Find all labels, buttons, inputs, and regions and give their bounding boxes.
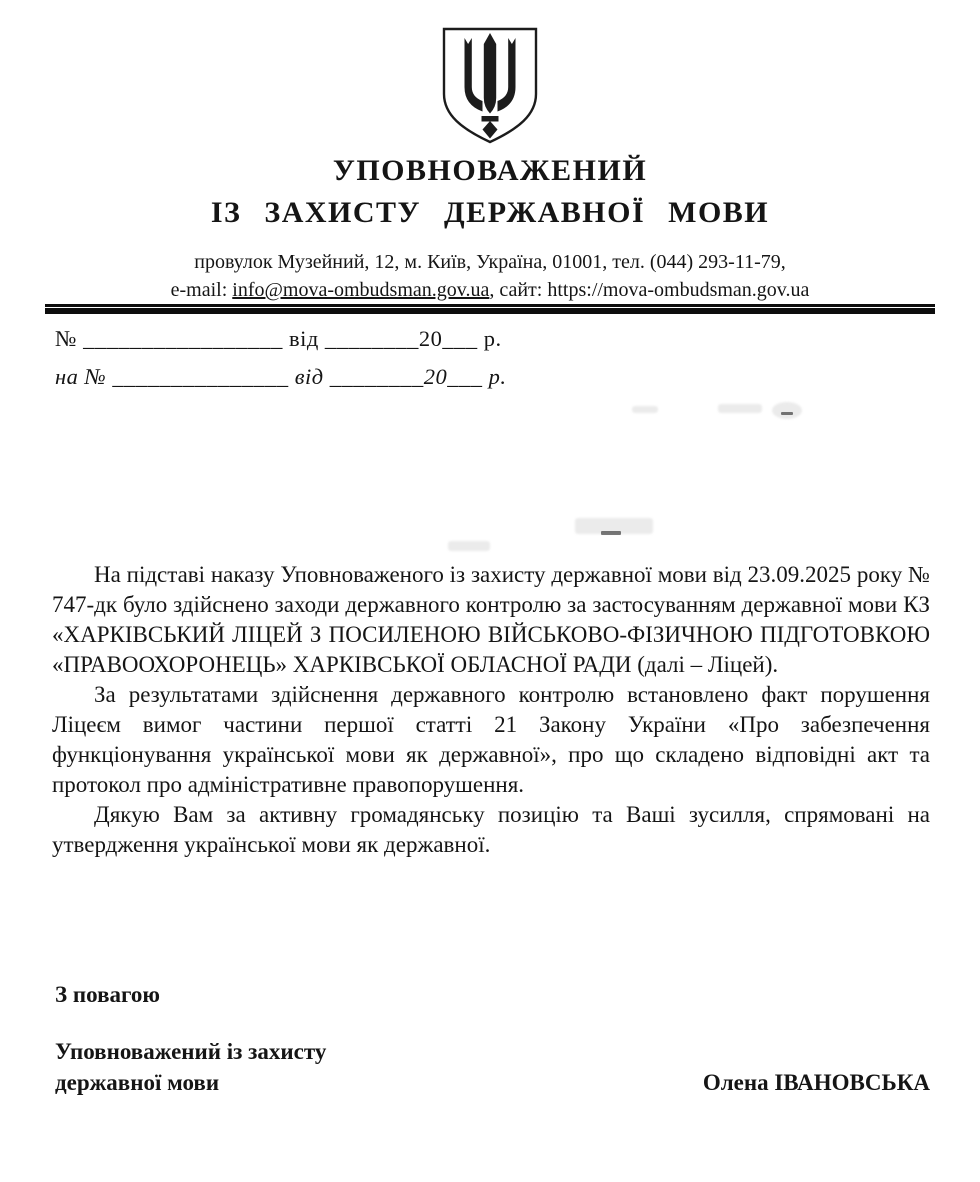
scan-artifact — [601, 531, 621, 535]
scan-artifact — [772, 402, 802, 419]
letter-body — [52, 560, 930, 860]
signature-block — [55, 1036, 930, 1098]
separator-rule-thick — [45, 308, 935, 314]
address-line: провулок Музейний, 12, м. Київ, Україна, 01001, тел. (044) 293-11-79, — [194, 251, 786, 273]
signatory-title — [55, 1036, 326, 1098]
signatory-title-line1: Уповноважений із захисту — [55, 1039, 327, 1064]
ref-outgoing-line: № _________________ від ________20___ р. — [55, 326, 502, 351]
body-paragraph: На підставі наказу Уповноваженого із захисту державної мови від 23.09.2025 року № 747-дк було здійснено заходи державного контролю за застосуванням державної мови КЗ «ХАРКІВСЬКИЙ ЛІЦЕЙ З ПОСИЛЕНОЮ ВІЙСЬКОВО-ФІЗИЧНОЮ ПІДГОТОВКОЮ «ПРАВООХОРОНЕЦЬ» ХАРКІВСЬКОЇ ОБЛАСНОЇ РАДИ (далі – Ліцей). — [52, 562, 930, 677]
body-paragraph: За результатами здійснення державного контролю встановлено факт порушення Ліцеєм вимог частини першої статті 21 Закону України «Про забезпечення функціонування української мови як державної», про що складено відповідні акт та протокол про адміністративне правопорушення. — [52, 682, 930, 797]
website-text: https://mova-ombudsman.gov.ua — [547, 279, 810, 301]
signatory-title-line2: державної мови — [55, 1070, 220, 1095]
contacts-line — [0, 276, 980, 304]
coat-of-arms — [0, 26, 980, 146]
body-paragraph: Дякую Вам за активну громадянську позицію та Ваші зусилля, спрямовані на утвердження української мови як державної. — [52, 802, 930, 857]
ukraine-trident-icon — [437, 26, 543, 146]
ref-incoming-line: на № _______________ від ________20___ р. — [55, 364, 507, 389]
scan-artifact — [718, 404, 762, 413]
scan-artifact — [448, 541, 490, 551]
org-title-line2: ІЗ ЗАХИСТУ ДЕРЖАВНОЇ МОВИ — [210, 196, 770, 229]
org-title-line1: УПОВНОВАЖЕНИЙ — [332, 154, 648, 187]
reference-block — [55, 320, 507, 396]
email-text: info@mova-ombudsman.gov.ua — [232, 279, 490, 301]
address-block — [0, 248, 980, 304]
signatory-name: Олена ІВАНОВСЬКА — [702, 1070, 930, 1095]
separator-rule-thin — [45, 304, 935, 307]
site-label: , сайт: — [489, 279, 548, 301]
closing-salutation: З повагою — [55, 982, 160, 1007]
scan-artifact — [781, 412, 793, 415]
org-title — [0, 150, 980, 234]
email-label: e-mail: — [170, 279, 233, 301]
scan-artifact — [632, 406, 658, 413]
